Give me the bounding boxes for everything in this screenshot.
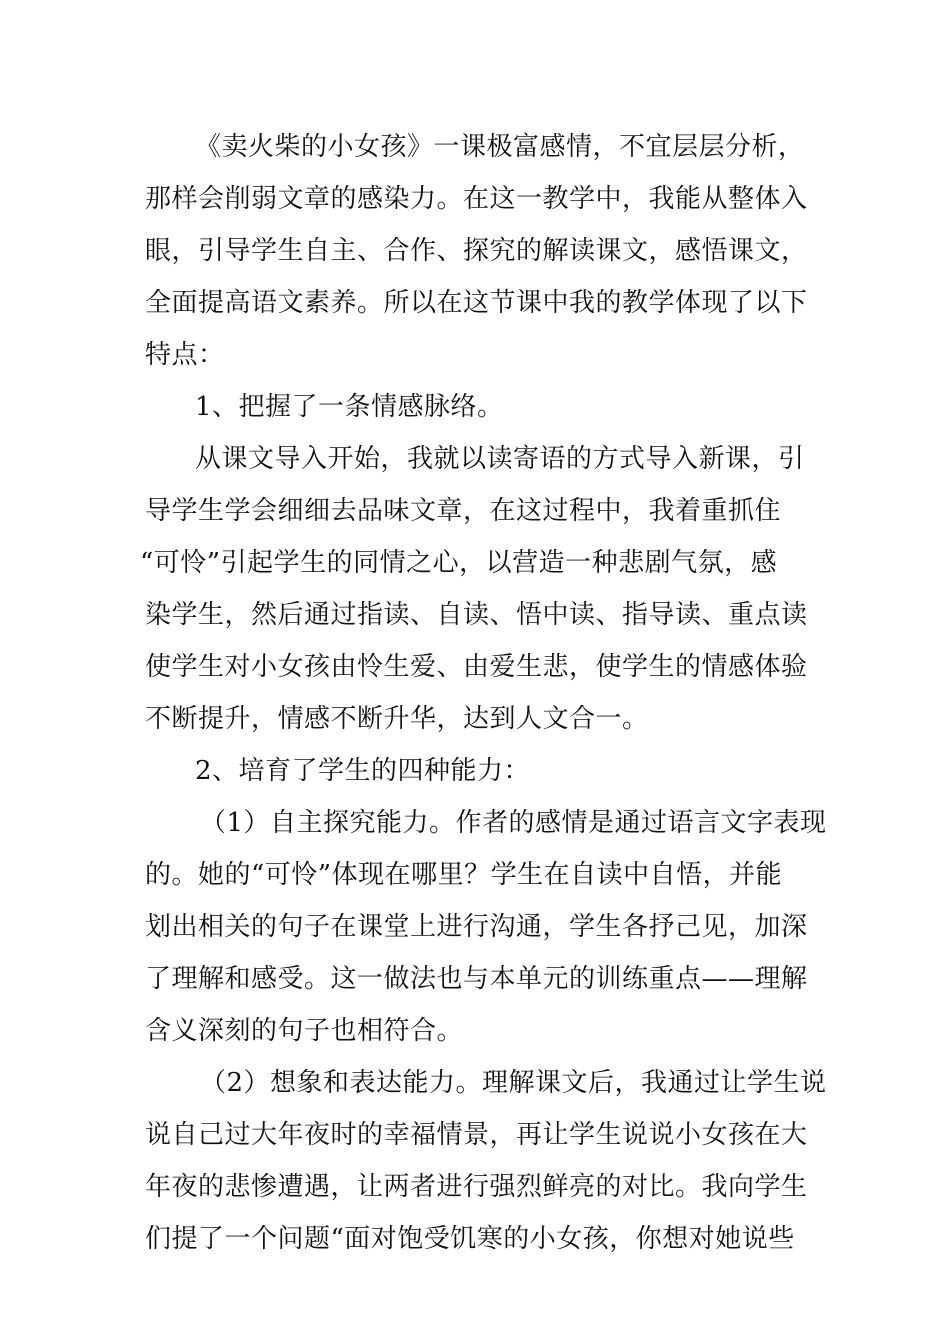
text-line: 的。她的“可怜”体现在哪里？学生在自读中自悟，并能 [145, 860, 783, 890]
text-line: 了理解和感受。这一做法也与本单元的训练重点——理解 [145, 964, 808, 994]
text-line: 染学生，然后通过指读、自读、悟中读、指导读、重点读 [145, 600, 808, 630]
section-heading: 2、培育了学生的四种能力： [195, 756, 531, 786]
text-line: 《卖火柴的小女孩》一课极富感情，不宜层层分析， [195, 132, 805, 162]
text-line: 说自己过大年夜时的幸福情景，再让学生说说小女孩在大 [145, 1120, 808, 1150]
text-line: 不断提升，情感不断升华，达到人文合一。 [145, 704, 649, 734]
text-line: 们提了一个问题“面对饱受饥寒的小女孩，你想对她说些 [145, 1224, 795, 1254]
text-line: “可怜”引起学生的同情之心，以营造一种悲剧气氛，感 [140, 548, 778, 578]
text-line: 特点： [145, 340, 225, 370]
section-heading: 1、把握了一条情感脉络。 [195, 392, 504, 422]
text-line: 全面提高语文素养。所以在这节课中我的教学体现了以下 [145, 288, 808, 318]
text-line: （1）自主探究能力。作者的感情是通过语言文字表现 [200, 808, 827, 838]
text-line: 眼，引导学生自主、合作、探究的解读课文，感悟课文， [145, 236, 808, 266]
text-line: 年夜的悲惨遭遇，让两者进行强烈鲜亮的对比。我向学生 [145, 1172, 808, 1202]
text-line: （2）想象和表达能力。理解课文后，我通过让学生说 [200, 1068, 827, 1098]
text-line: 那样会削弱文章的感染力。在这一教学中，我能从整体入 [145, 184, 808, 214]
text-line: 导学生学会细细去品味文章，在这过程中，我着重抓住 [145, 496, 782, 526]
text-line: 划出相关的句子在课堂上进行沟通，学生各抒己见，加深 [145, 912, 808, 942]
text-line: 使学生对小女孩由怜生爱、由爱生悲，使学生的情感体验 [145, 652, 808, 682]
text-line: 从课文导入开始，我就以读寄语的方式导入新课，引 [195, 444, 805, 474]
text-line: 含义深刻的句子也相符合。 [145, 1016, 464, 1046]
